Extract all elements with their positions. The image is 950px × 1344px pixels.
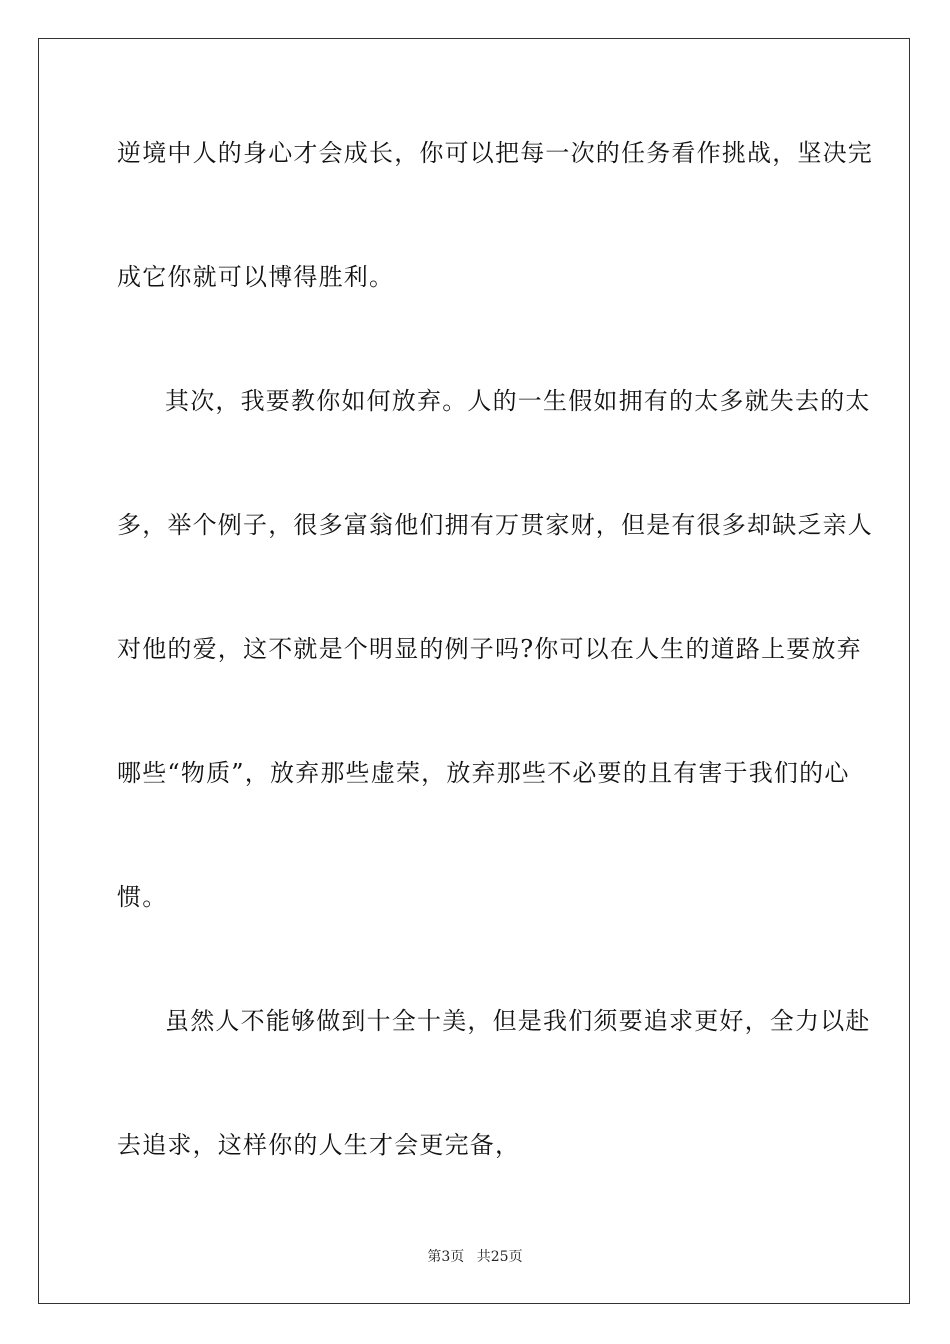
page-number: 第3页: [427, 1249, 465, 1265]
paragraph-line-9: 去追求，这样你的人生才会更完备，: [117, 1131, 521, 1159]
page-border: [38, 38, 910, 1304]
paragraph-line-2: 成它你就可以博得胜利。: [117, 263, 395, 291]
paragraph-line-3: 其次，我要教你如何放弃。人的一生假如拥有的太多就失去的太: [165, 387, 871, 415]
paragraph-line-5: 对他的爱，这不就是个明显的例子吗?你可以在人生的道路上要放弃: [117, 635, 862, 663]
total-pages: 共25页: [476, 1249, 523, 1265]
paragraph-line-8: 虽然人不能够做到十全十美，但是我们须要追求更好，全力以赴: [165, 1007, 871, 1035]
page-footer: [0, 1247, 950, 1267]
paragraph-line-1: 逆境中人的身心才会成长，你可以把每一次的任务看作挑战，坚决完: [117, 139, 873, 167]
paragraph-line-4: 多，举个例子，很多富翁他们拥有万贯家财，但是有很多却缺乏亲人: [117, 511, 873, 539]
paragraph-line-7: 惯。: [117, 883, 168, 911]
paragraph-line-6: 哪些“物质”，放弃那些虚荣，放弃那些不必要的且有害于我们的心: [117, 759, 850, 787]
